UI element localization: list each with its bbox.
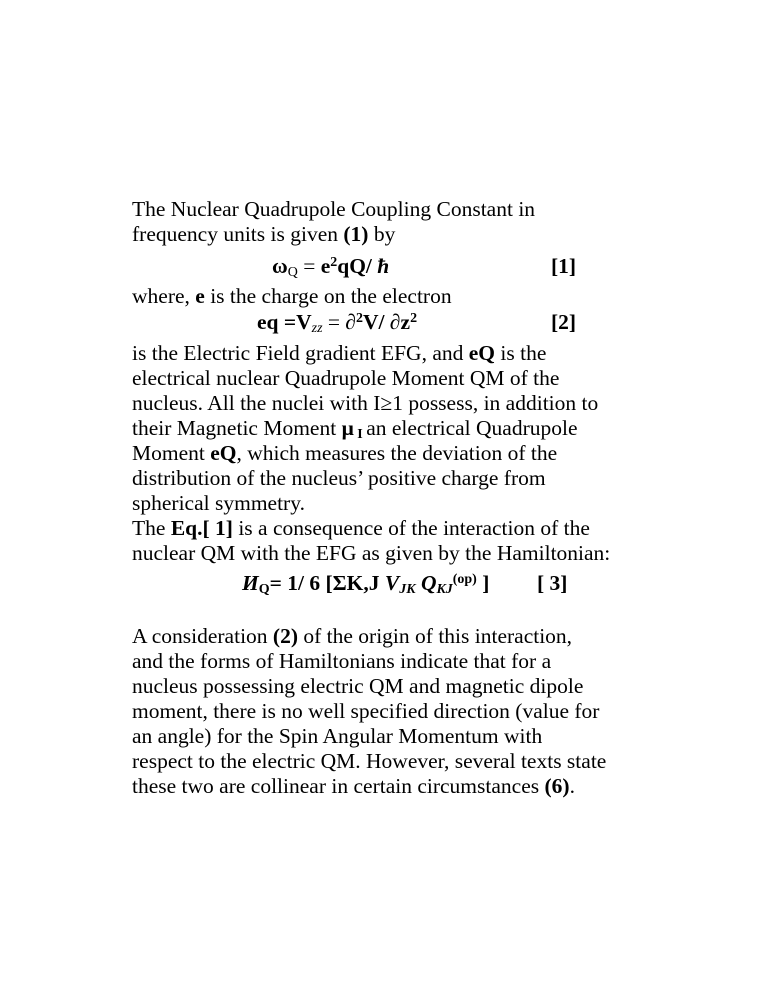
para2-line3: nucleus. All the nuclei with I≥1 possess, in addition to [132, 391, 599, 415]
equation-3-number: [ 3] [537, 571, 568, 595]
para3-line2: and the forms of Hamiltonians indicate that for a [132, 649, 552, 673]
para3-line5: an angle) for the Spin Angular Momentum with [132, 724, 543, 748]
equation-2: eq $=V_{zz} = \partial^2V/$ $\partial z^2$ [257, 310, 418, 337]
para3-line4: moment, there is no well specified direction (value for [132, 699, 600, 723]
equation-1: $\omega_Q = e^2qQ/$ ħ [272, 254, 390, 281]
equation-1-number: [1] [551, 254, 577, 278]
where-line: where, e is the charge on the electron [132, 284, 452, 308]
para1-line2: frequency units is given (1) by [132, 222, 396, 246]
para2-line2: electrical nuclear Quadrupole Moment QM of the [132, 366, 560, 390]
para2-line1: is the Electric Field gradient EFG, and eQ is the [132, 341, 547, 365]
para2-line4: their Magnetic Moment μ $_I$ an electrical Quadrupole [132, 416, 578, 443]
para2-line6: distribution of the nucleus’ positive charge from [132, 466, 546, 490]
equation-3: $И_Q= 1/$ 6 [ΣK,J $V_{JK}$ $Q_{KJ}^{(op)}$ ] [242, 571, 490, 598]
para3-line1: A consideration (2) of the origin of this interaction, [132, 624, 573, 648]
para2-line9: nuclear QM with the EFG as given by the Hamiltonian: [132, 541, 611, 565]
para3-line6: respect to the electric QM. However, several texts state [132, 749, 607, 773]
para1-line1: The Nuclear Quadrupole Coupling Constant in [132, 197, 536, 221]
para3-line3: nucleus possessing electric QM and magnetic dipole [132, 674, 584, 698]
para2-line5: Moment eQ, which measures the deviation of the [132, 441, 558, 465]
para2-line7: spherical symmetry. [132, 491, 305, 515]
equation-2-number: [2] [551, 310, 577, 334]
citation-ref: (1) [343, 222, 369, 246]
para3-line7: these two are collinear in certain circumstances (6). [132, 774, 575, 798]
para2-line8: The Eq.[ 1] is a consequence of the interaction of the [132, 516, 590, 540]
